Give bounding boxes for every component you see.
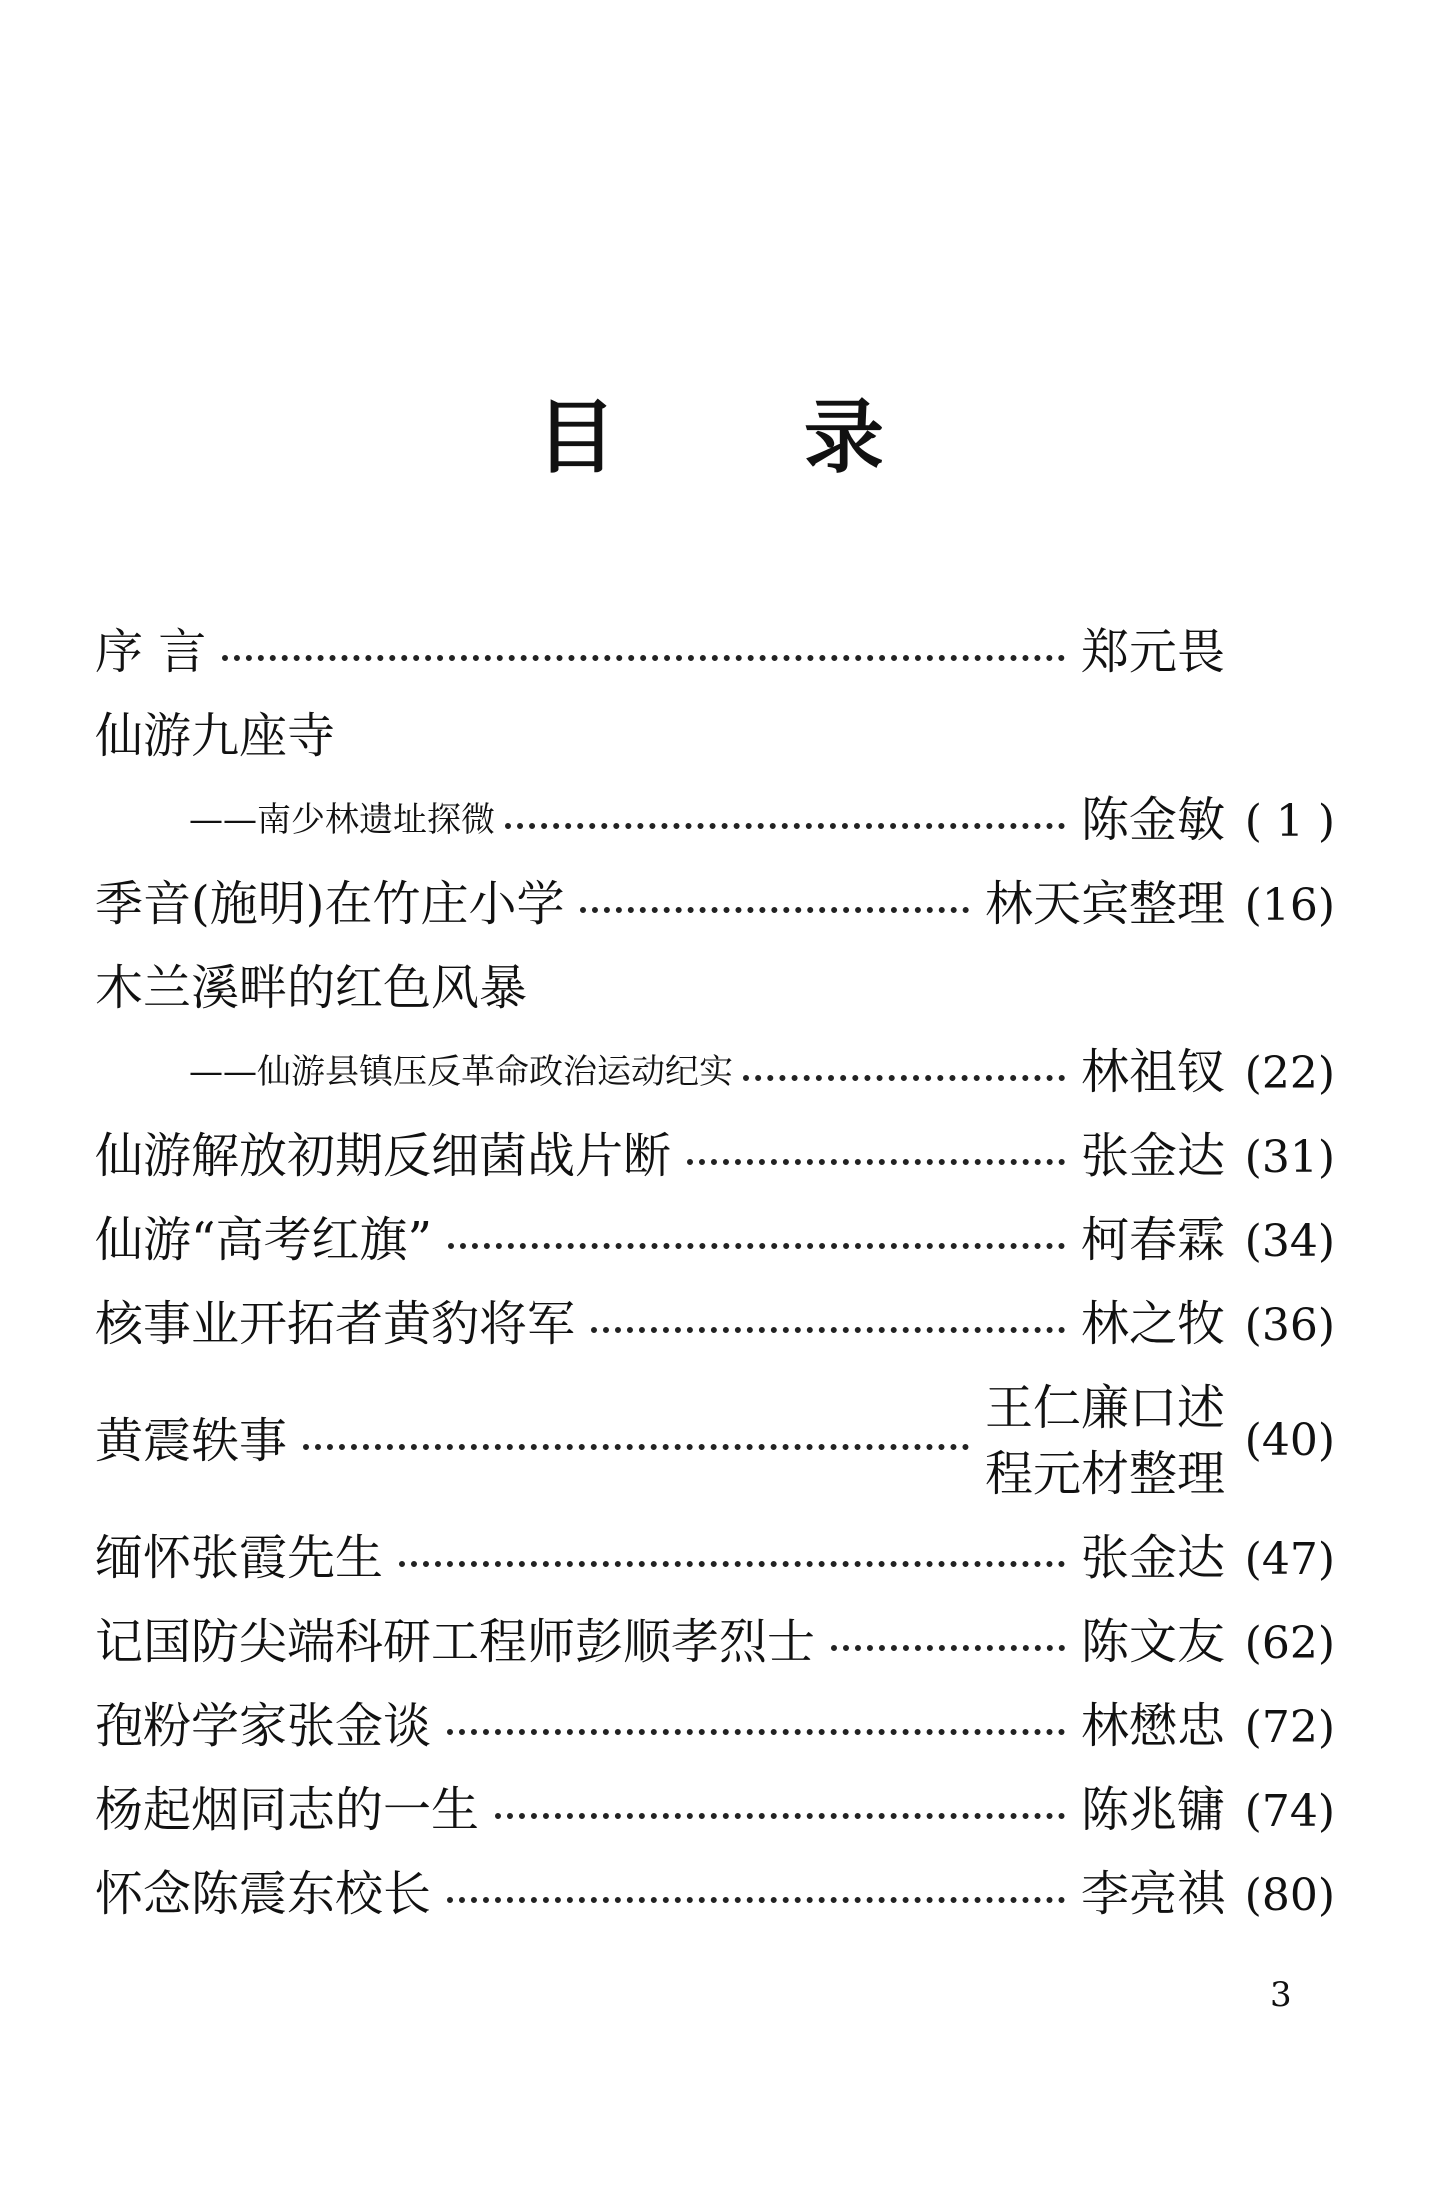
page-reference: (36) bbox=[1244, 1300, 1335, 1351]
toc-entry[interactable] bbox=[95, 1516, 1335, 1600]
author-name: 林祖钗 bbox=[1080, 1044, 1225, 1100]
entry-author bbox=[984, 1380, 1335, 1502]
author-line-1: 王仁廉口述 bbox=[984, 1380, 1225, 1436]
entry-author bbox=[1080, 1782, 1335, 1838]
entry-title: 序 言 bbox=[95, 624, 207, 680]
dot-leader bbox=[495, 1765, 1065, 1819]
toc-entry[interactable] bbox=[95, 1114, 1335, 1198]
page-reference: (47) bbox=[1244, 1534, 1335, 1585]
entry-title: 季音(施明)在竹庄小学 bbox=[95, 876, 565, 932]
entry-title: 核事业开拓者黄豹将军 bbox=[95, 1296, 576, 1352]
dot-leader bbox=[591, 1279, 1065, 1333]
entry-author bbox=[1080, 1614, 1335, 1670]
page-reference: (40) bbox=[1244, 1415, 1335, 1466]
toc-entry[interactable] bbox=[95, 1198, 1335, 1282]
page-reference: (34) bbox=[1244, 1216, 1335, 1267]
author-name: 陈兆镛 bbox=[1080, 1782, 1225, 1838]
author-name: 林懋忠 bbox=[1080, 1698, 1225, 1754]
entry-title: 怀念陈震东校长 bbox=[95, 1866, 432, 1922]
author-name: 柯春霖 bbox=[1080, 1212, 1225, 1268]
toc-entry-subtitle[interactable] bbox=[95, 778, 1335, 862]
entry-author bbox=[1080, 624, 1335, 680]
entry-title: 杨起烟同志的一生 bbox=[95, 1782, 480, 1838]
dot-leader bbox=[447, 1681, 1065, 1735]
toc-entry[interactable] bbox=[95, 1282, 1335, 1366]
toc-title: 目 录 bbox=[536, 391, 964, 484]
entry-author bbox=[1080, 1530, 1335, 1586]
page-reference: (16) bbox=[1244, 880, 1335, 931]
entry-title: 仙游“高考红旗” bbox=[95, 1212, 433, 1268]
dot-leader bbox=[303, 1396, 969, 1450]
toc-entry[interactable] bbox=[95, 1366, 1335, 1516]
page-reference: (80) bbox=[1244, 1870, 1335, 1921]
dot-leader bbox=[447, 1849, 1065, 1903]
page-number: 3 bbox=[1270, 1975, 1292, 2015]
page-reference: ( 1 ) bbox=[1244, 796, 1335, 847]
entry-author bbox=[1080, 792, 1335, 848]
entry-title: 仙游九座寺 bbox=[95, 708, 336, 764]
page-reference: (31) bbox=[1244, 1132, 1335, 1183]
author-name: 张金达 bbox=[1080, 1128, 1225, 1184]
dot-leader bbox=[743, 1027, 1065, 1081]
entry-title: 缅怀张霞先生 bbox=[95, 1530, 384, 1586]
toc-entry[interactable] bbox=[95, 1600, 1335, 1684]
author-stack bbox=[984, 1380, 1225, 1502]
author-name: 李亮祺 bbox=[1080, 1866, 1225, 1922]
dot-leader bbox=[687, 1111, 1065, 1165]
toc-entry[interactable] bbox=[95, 1684, 1335, 1768]
entry-author bbox=[1080, 1296, 1335, 1352]
page-reference: (74) bbox=[1244, 1786, 1335, 1837]
author-name: 陈金敏 bbox=[1080, 792, 1225, 848]
entry-title: 仙游解放初期反细菌战片断 bbox=[95, 1128, 672, 1184]
author-name: 林天宾整理 bbox=[984, 876, 1225, 932]
page-reference: (62) bbox=[1244, 1618, 1335, 1669]
entry-author bbox=[1080, 1128, 1335, 1184]
dot-leader bbox=[222, 607, 1065, 661]
entry-subtitle: ——仙游县镇压反革命政治运动纪实 bbox=[189, 1052, 733, 1092]
author-name: 陈文友 bbox=[1080, 1614, 1225, 1670]
dot-leader bbox=[399, 1513, 1065, 1567]
entry-title: 黄震轶事 bbox=[95, 1413, 288, 1469]
dot-leader bbox=[448, 1195, 1065, 1249]
entry-subtitle: ——南少林遗址探微 bbox=[189, 800, 495, 840]
dot-leader bbox=[831, 1597, 1065, 1651]
entry-author bbox=[1080, 1212, 1335, 1268]
toc-entry[interactable] bbox=[95, 1768, 1335, 1852]
entry-author bbox=[1080, 1698, 1335, 1754]
toc-entry[interactable] bbox=[95, 694, 1335, 778]
toc-entry[interactable] bbox=[95, 610, 1335, 694]
toc-entry-subtitle[interactable] bbox=[95, 1030, 1335, 1114]
entry-author bbox=[984, 876, 1335, 932]
dot-leader bbox=[580, 859, 969, 913]
toc-entry[interactable] bbox=[95, 1852, 1335, 1936]
entry-author bbox=[1080, 1866, 1335, 1922]
author-name: 张金达 bbox=[1080, 1530, 1225, 1586]
entry-author bbox=[1080, 1044, 1335, 1100]
entry-title: 木兰溪畔的红色风暴 bbox=[95, 960, 528, 1016]
entry-title: 孢粉学家张金谈 bbox=[95, 1698, 432, 1754]
author-name: 郑元畏 bbox=[1080, 624, 1225, 680]
toc-entry[interactable] bbox=[95, 946, 1335, 1030]
dot-leader bbox=[505, 775, 1065, 829]
author-name: 林之牧 bbox=[1080, 1296, 1225, 1352]
page-reference: (72) bbox=[1244, 1702, 1335, 1753]
toc-entry[interactable] bbox=[95, 862, 1335, 946]
page-reference: (22) bbox=[1244, 1048, 1335, 1099]
table-of-contents bbox=[95, 610, 1335, 1936]
author-line-2: 程元材整理 bbox=[984, 1446, 1225, 1502]
entry-title: 记国防尖端科研工程师彭顺孝烈士 bbox=[95, 1614, 816, 1670]
